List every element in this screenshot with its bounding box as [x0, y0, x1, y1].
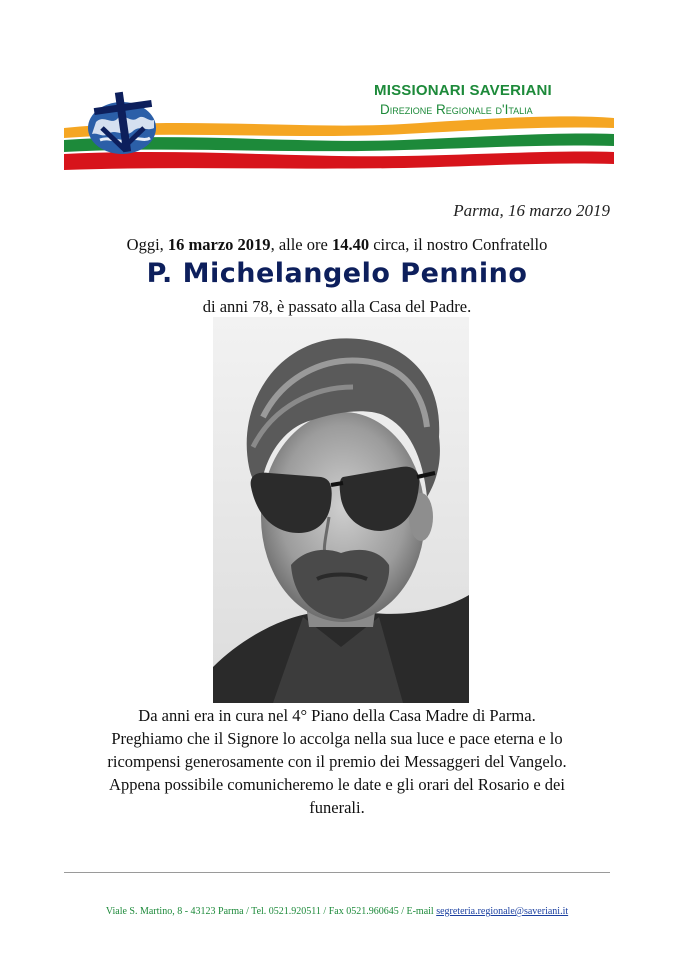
intro-mid: , alle ore: [270, 235, 332, 254]
intro-prefix: Oggi,: [126, 235, 168, 254]
age-line: di anni 78, è passato alla Casa del Padre.: [202, 297, 472, 316]
letterhead: [64, 80, 614, 170]
intro-date: 16 marzo 2019: [167, 235, 271, 254]
portrait-image: [213, 317, 469, 703]
cross-globe-logo-icon: [82, 88, 164, 158]
footer-address: Viale S. Martino, 8 - 43123 Parma / Tel. 0521.920511 / Fax 0521.960645 / E-mail: [105, 906, 437, 917]
footer-contact: [0, 906, 674, 917]
footer-divider: [64, 872, 610, 873]
body-line: Appena possibile comunicheremo le date e gli orari del Rosario e dei: [109, 775, 565, 794]
notice-date: Parma, 16 marzo 2019: [453, 201, 610, 220]
body-line: Preghiamo che il Signore lo accolga nella sua luce e pace eterna e lo: [111, 729, 563, 748]
notice-body: [40, 704, 634, 819]
intro-time: 14.40: [331, 235, 370, 254]
body-line: Da anni era in cura nel 4° Piano della Casa Madre di Parma.: [138, 706, 536, 725]
org-division: Direzione Regionale d'Italia: [380, 102, 533, 117]
org-name: MISSIONARI SAVERIANI: [374, 82, 552, 99]
portrait-photo: [213, 317, 469, 703]
footer-email-link[interactable]: segreteria.regionale@saveriani.it: [436, 906, 569, 917]
body-line: ricompensi generosamente con il premio dei Messaggeri del Vangelo.: [107, 752, 567, 771]
intro-suffix: circa, il nostro Confratello: [369, 235, 548, 254]
intro-line: [0, 235, 674, 255]
body-line: funerali.: [309, 798, 365, 817]
deceased-name: P. Michelangelo Pennino: [146, 258, 528, 289]
